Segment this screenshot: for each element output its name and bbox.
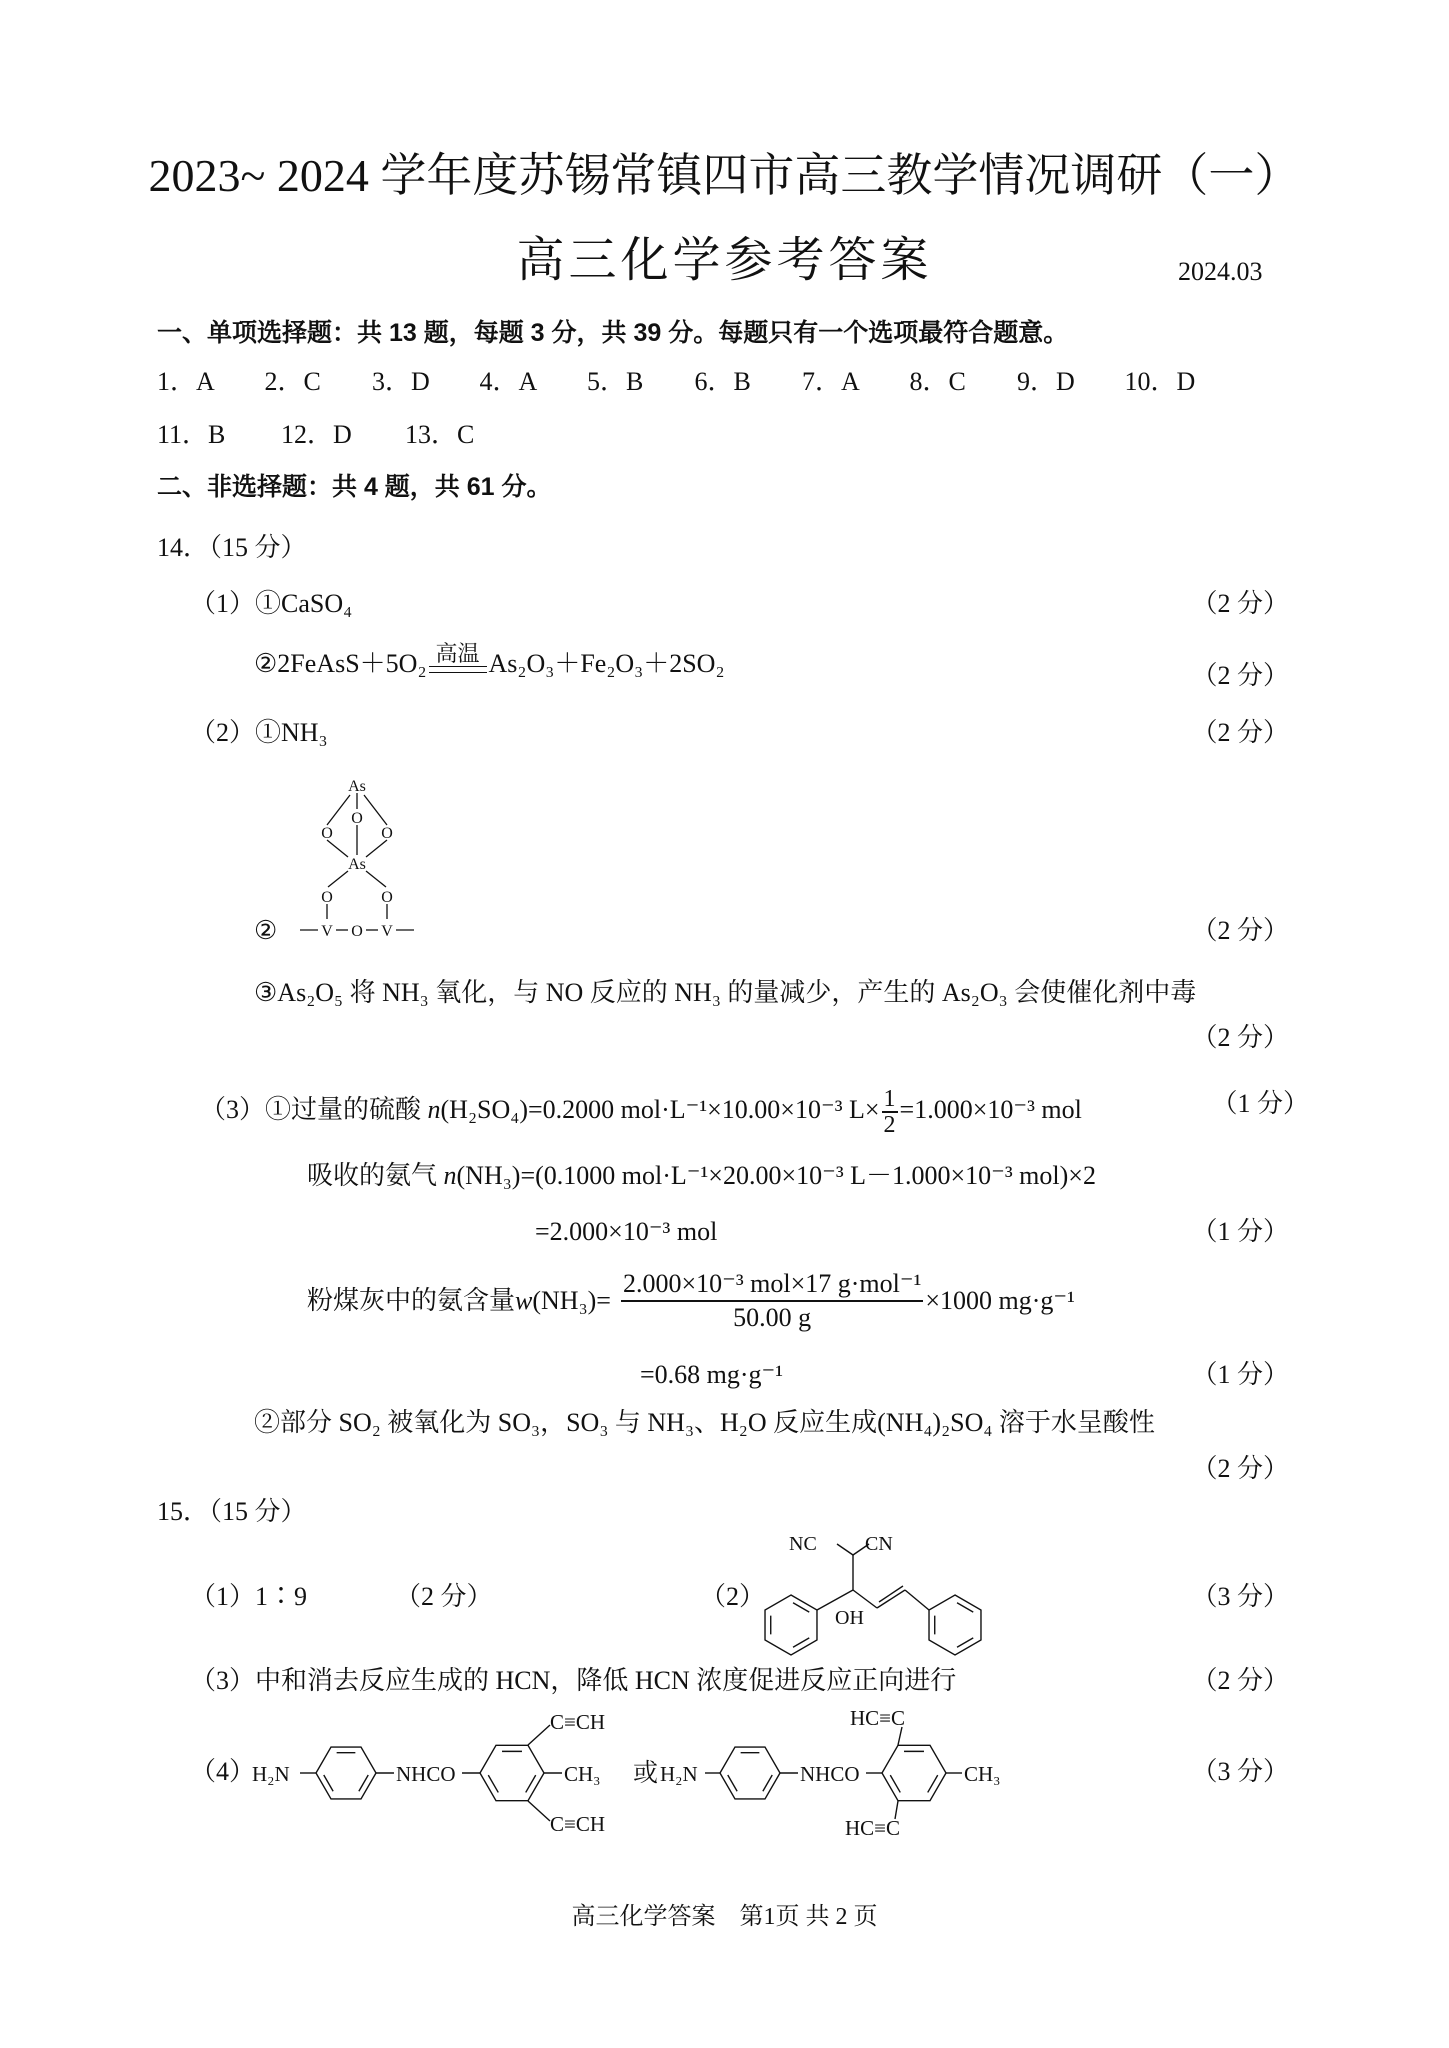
answers-row-1 bbox=[157, 365, 1232, 399]
answer-item bbox=[695, 365, 803, 399]
question-number: 11． bbox=[157, 420, 209, 449]
atom-o: O bbox=[381, 889, 393, 906]
benzene-ring bbox=[765, 1595, 817, 1655]
equals-sign bbox=[429, 666, 487, 673]
answer-letter: B bbox=[733, 367, 751, 396]
q15-p3-score: （2 分） bbox=[1191, 1666, 1289, 1695]
answer-item bbox=[265, 365, 373, 399]
equation-reactants: ②2FeAsS＋5O₂ bbox=[254, 649, 427, 678]
answer-item bbox=[802, 365, 910, 399]
reaction-condition bbox=[429, 642, 487, 681]
hydroxyl-label: OH bbox=[835, 1607, 864, 1629]
q14-p2-1-score: （2 分） bbox=[1191, 718, 1289, 747]
q14-p3-3: =2.000×10⁻³ mol bbox=[535, 1217, 718, 1246]
answer-item bbox=[405, 418, 529, 452]
atom-o: O bbox=[351, 810, 363, 827]
q15-p1-score: （2 分） bbox=[395, 1582, 493, 1611]
q14-p3-1 bbox=[200, 1087, 1082, 1137]
atom-o: O bbox=[381, 825, 393, 842]
section1-heading: 一、单项选择题：共 13 题，每题 3 分，共 39 分。每题只有一个选项最符合题意。 bbox=[157, 319, 1069, 347]
answer-item bbox=[372, 365, 480, 399]
question-number: 1． bbox=[157, 367, 197, 396]
q14-p3-3-score: （1 分） bbox=[1191, 1217, 1289, 1246]
answer-letter: C bbox=[948, 367, 966, 396]
fraction-one-half bbox=[882, 1087, 898, 1137]
variable-w: w bbox=[515, 1286, 533, 1315]
answer-letter: C bbox=[303, 367, 321, 396]
answer-letter: A bbox=[518, 367, 538, 396]
q14-p3-5: =0.68 mg·g⁻¹ bbox=[640, 1360, 784, 1389]
question-number: 7． bbox=[802, 367, 842, 396]
atom-as-center: As bbox=[348, 856, 366, 873]
answer-letter: B bbox=[208, 420, 226, 449]
q14-p1-2-equation bbox=[254, 642, 725, 681]
amine-label: H₂N bbox=[252, 1762, 290, 1786]
q15-p4-structures-diagram bbox=[250, 1705, 1050, 1840]
section2-heading: 二、非选择题：共 4 题，共 61 分。 bbox=[157, 473, 552, 501]
benzene-ring bbox=[929, 1595, 981, 1655]
ethynyl-label: HC≡C bbox=[850, 1706, 906, 1730]
answer-item bbox=[587, 365, 695, 399]
denominator: 50.00 g bbox=[733, 1303, 812, 1332]
q14-p1-1-score: （2 分） bbox=[1191, 589, 1289, 618]
q14-p2-3: ③As₂O₅ 将 NH₃ 氧化，与 NO 反应的 NH₃ 的量减少，产生的 As₂O₃ 会使催化剂中毒 bbox=[254, 978, 1197, 1007]
text: (NH₃)= bbox=[532, 1286, 611, 1315]
benzene-ring bbox=[882, 1745, 946, 1800]
question-number: 5． bbox=[587, 367, 627, 396]
question-number: 3． bbox=[372, 367, 412, 396]
q15-p2-score: （3 分） bbox=[1191, 1582, 1289, 1611]
or-label: 或 bbox=[633, 1760, 659, 1787]
as-v-structure-diagram bbox=[290, 775, 440, 945]
variable-n: n bbox=[443, 1161, 457, 1190]
q14-p2-2-score: （2 分） bbox=[1191, 916, 1289, 945]
nitrile-label: NC bbox=[789, 1533, 817, 1555]
document-date: 2024.03 bbox=[1178, 257, 1263, 286]
answer-letter: B bbox=[626, 367, 644, 396]
q15-p4-label: （4） bbox=[190, 1757, 256, 1786]
text: 粉煤灰中的氨含量 bbox=[307, 1286, 516, 1315]
q15-header: 15．（15 分） bbox=[157, 1497, 307, 1526]
q14-p3-6: ②部分 SO₂ 被氧化为 SO₃，SO₃ 与 NH₃、H₂O 反应生成(NH₄)₂SO₄ 溶于水呈酸性 bbox=[254, 1408, 1155, 1437]
text: ×1000 mg·g⁻¹ bbox=[925, 1286, 1075, 1315]
q14-p3-6-score: （2 分） bbox=[1191, 1454, 1289, 1483]
q14-p1-1: （1）①CaSO₄ bbox=[190, 589, 353, 618]
amine-label: H₂N bbox=[660, 1762, 698, 1786]
text: （3）①过量的硫酸 bbox=[200, 1094, 428, 1124]
answer-item bbox=[1017, 365, 1125, 399]
answer-letter: D bbox=[1176, 367, 1196, 396]
denominator: 2 bbox=[883, 1112, 896, 1138]
text: 吸收的氨气 bbox=[307, 1161, 444, 1190]
question-number: 13． bbox=[405, 420, 458, 449]
answer-item bbox=[281, 418, 405, 452]
answer-item bbox=[1125, 365, 1233, 399]
answer-letter: A bbox=[841, 367, 860, 396]
q14-p3-4 bbox=[307, 1268, 1075, 1334]
ethynyl-label: HC≡C bbox=[845, 1816, 901, 1840]
fraction bbox=[621, 1268, 923, 1334]
question-number: 2． bbox=[264, 367, 304, 396]
answer-item bbox=[157, 418, 281, 452]
variable-n: n bbox=[427, 1094, 441, 1124]
question-number: 4． bbox=[479, 367, 519, 396]
question-number: 9． bbox=[1017, 367, 1057, 396]
q15-p4-score: （3 分） bbox=[1191, 1757, 1289, 1786]
amide-label: NHCO bbox=[800, 1762, 860, 1786]
atom-o: O bbox=[351, 923, 363, 940]
ethynyl-label: C≡CH bbox=[550, 1710, 606, 1734]
atom-as-top: As bbox=[348, 778, 366, 795]
q14-p2-2-label: ② bbox=[254, 916, 278, 945]
answer-letter: D bbox=[1056, 367, 1075, 396]
text: (H₂SO₄)=0.2000 mol·L⁻¹×10.00×10⁻³ L× bbox=[440, 1094, 880, 1124]
numerator: 1 bbox=[883, 1086, 896, 1112]
answer-letter: D bbox=[333, 420, 352, 449]
nitrile-label: CN bbox=[865, 1533, 893, 1555]
atom-v: V bbox=[321, 923, 333, 940]
q15-p3: （3）中和消去反应生成的 HCN，降低 HCN 浓度促进反应正向进行 bbox=[190, 1666, 957, 1695]
benzene-ring bbox=[316, 1747, 376, 1799]
q14-p2-3-score: （2 分） bbox=[1191, 1023, 1289, 1052]
q15-p2-label: （2） bbox=[700, 1582, 766, 1611]
methyl-label: CH₃ bbox=[564, 1762, 601, 1786]
equation-products: As₂O₃＋Fe₂O₃＋2SO₂ bbox=[488, 649, 725, 678]
question-number: 12． bbox=[281, 420, 334, 449]
amide-label: NHCO bbox=[396, 1762, 456, 1786]
q14-p3-2 bbox=[307, 1159, 1096, 1193]
page-footer: 高三化学答案 第1页 共 2 页 bbox=[571, 1904, 878, 1930]
question-number: 8． bbox=[909, 367, 949, 396]
answer-letter: C bbox=[457, 420, 475, 449]
methyl-label: CH₃ bbox=[964, 1762, 1001, 1786]
numerator: 2.000×10⁻³ mol×17 g·mol⁻¹ bbox=[621, 1268, 923, 1302]
text: =1.000×10⁻³ mol bbox=[899, 1094, 1082, 1124]
document-subtitle: 高三化学参考答案 bbox=[516, 234, 933, 287]
q14-p3-5-score: （1 分） bbox=[1191, 1360, 1289, 1389]
document-title: 2023~ 2024 学年度苏锡常镇四市高三教学情况调研（一） bbox=[148, 150, 1301, 201]
question-number: 10． bbox=[1124, 367, 1177, 396]
benzene-ring bbox=[720, 1747, 780, 1799]
text: (NH₃)=(0.1000 mol·L⁻¹×20.00×10⁻³ L－1.000×10⁻³ mol)×2 bbox=[456, 1161, 1096, 1190]
question-number: 6． bbox=[694, 367, 734, 396]
atom-v: V bbox=[381, 923, 393, 940]
q15-p2-structure-diagram bbox=[755, 1530, 995, 1660]
q14-header: 14．（15 分） bbox=[157, 533, 307, 562]
answer-item bbox=[910, 365, 1018, 399]
condition-text: 高温 bbox=[435, 641, 480, 666]
answer-item bbox=[480, 365, 588, 399]
q14-p2-1: （2）①NH₃ bbox=[190, 718, 328, 747]
atom-o: O bbox=[321, 825, 333, 842]
q14-p1-2-score: （2 分） bbox=[1191, 661, 1289, 690]
answers-row-2 bbox=[157, 418, 529, 452]
answer-letter: A bbox=[196, 367, 215, 396]
answer-letter: D bbox=[411, 367, 430, 396]
q15-p1: （1）1∶9 bbox=[190, 1582, 308, 1611]
atom-o: O bbox=[321, 889, 333, 906]
answer-item bbox=[157, 365, 265, 399]
benzene-ring bbox=[480, 1745, 544, 1800]
q14-p3-1-score: （1 分） bbox=[1211, 1089, 1309, 1118]
ethynyl-label: C≡CH bbox=[550, 1812, 606, 1836]
